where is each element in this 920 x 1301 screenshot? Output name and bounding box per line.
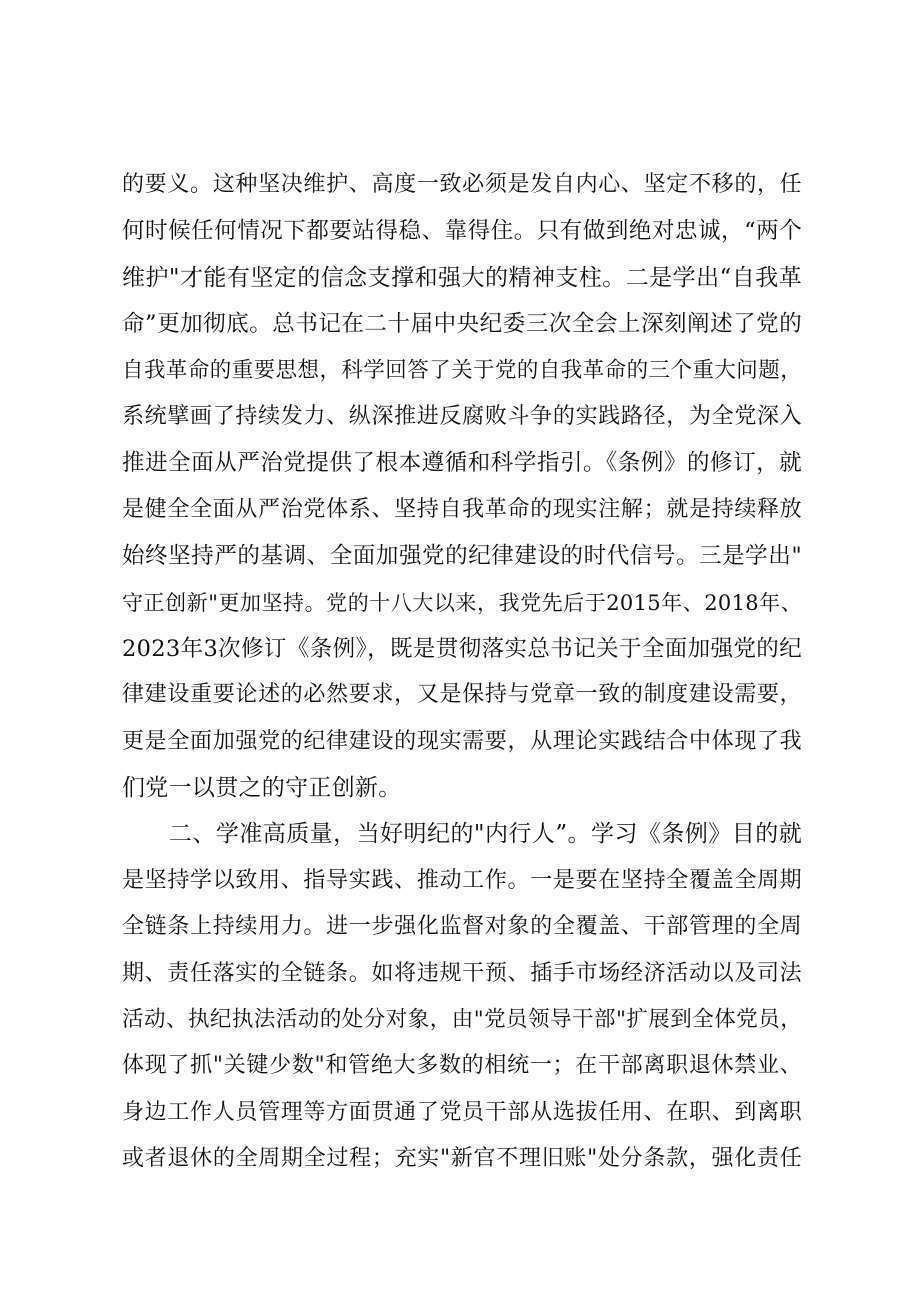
text-line: 更是全面加强党的纪律建设的现实需要，从理论实践结合中体现了我 [122,728,802,754]
paragraph-2 [122,811,802,1182]
text-line: 自我革命的重要思想，科学回答了关于党的自我革命的三个重大问题， [122,357,802,383]
text-line: 体现了抓"关键少数"和管绝大多数的相统一；在干部离职退休禁业、 [122,1053,802,1079]
text-line: 期、责任落实的全链条。如将违规干预、插手市场经济活动以及司法 [122,960,802,986]
text-line: 何时候任何情况下都要站得稳、靠得住。只有做到绝对忠诚，“两个 [122,218,802,245]
text-line: 系统擘画了持续发力、纵深推进反腐败斗争的实践路径，为全党深入 [122,403,802,429]
text-line: 律建设重要论述的必然要求，又是保持与党章一致的制度建设需要， [122,682,802,708]
document-body [122,162,802,1183]
text-line: 命”更加彻底。总书记在二十届中央纪委三次全会上深刻阐述了党的 [122,311,802,338]
text-line: 守正创新"更加坚持。党的十八大以来，我党先后于2015年、2018年、 [122,590,802,615]
text-line: 们党一以贯之的守正创新。 [122,775,402,802]
text-line: 推进全面从严治党提供了根本遵循和科学指引。《条例》的修订，就 [122,450,802,477]
text-line: 2023年3次修订《条例》，既是贯彻落实总书记关于全面加强党的纪 [122,635,802,662]
text-line: 的要义。这种坚决维护、高度一致必须是发自内心、坚定不移的，任 [122,172,802,197]
text-line: 维护"才能有坚定的信念支撑和强大的精神支柱。二是学出“自我革 [122,264,802,291]
text-line: 身边工作人员管理等方面贯通了党员干部从选拔任用、在职、到离职 [122,1099,802,1125]
text-line: 是坚持学以致用、指导实践、推动工作。一是要在坚持全覆盖全周期 [122,867,802,893]
text-line: 二、学准高质量，当好明纪的"内行人”。学习《条例》目的就 [122,821,802,848]
text-line: 或者退休的全周期全过程；充实"新官不理旧账"处分条款，强化责任 [122,1146,802,1172]
text-line: 是健全全面从严治党体系、坚持自我革命的现实注解；就是持续释放 [122,496,802,522]
paragraph-1 [122,162,802,811]
text-line: 始终坚持严的基调、全面加强党的纪律建设的时代信号。三是学出" [122,543,802,570]
text-line: 活动、执纪执法活动的处分对象，由"党员领导干部"扩展到全体党员， [122,1007,802,1033]
text-line: 全链条上持续用力。进一步强化监督对象的全覆盖、干部管理的全周 [122,914,802,940]
